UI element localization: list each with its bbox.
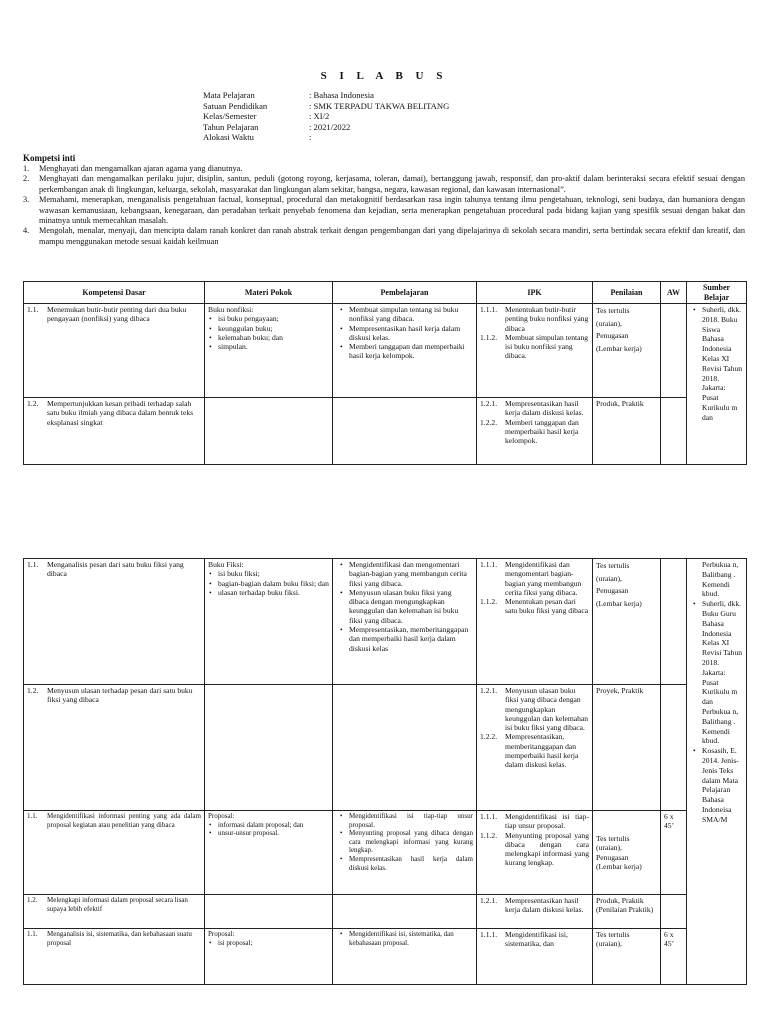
ipk-number: 1.1.2. — [480, 830, 498, 840]
kd-number: 1.2. — [27, 399, 39, 408]
ki-item — [23, 226, 745, 247]
penilaian-line: (uraian), — [596, 318, 622, 328]
list-item: • informasi dalam proposal; dan — [218, 821, 329, 830]
kd-text: Mempertunjukkan kesan pribadi terhadap salah satu buku ilmiah yang dibaca dalam bentuk teks eksplanasi singkat — [47, 399, 194, 427]
meta-row — [203, 132, 449, 143]
ki-number: 2. — [23, 174, 30, 184]
ipk-number: 1.1.2. — [480, 597, 498, 607]
ipk-text: Menyusun ulasan buku fiksi yang dibaca dengan mengungkapkan keunggulan dan kelemahan isi buku fiksi yang dibaca. — [505, 686, 589, 733]
kd-text: Menganalisis isi, sistematika, dan kebahasaan suatu proposal — [47, 930, 192, 947]
meta-key: Kelas/Semester — [203, 111, 257, 122]
kd-text: Mengidentifikasi informasi penting yang ada dalam proposal kegiatan atau penelitian yang dibaca — [47, 812, 201, 829]
ipk-number: 1.2.1. — [480, 399, 498, 408]
penilaian-line: Tes tertulis — [596, 561, 630, 570]
list-item: • bagian-bagian dalam buku fiksi; dan — [218, 579, 329, 588]
list-item: • ulasan terhadap buku fiksi. — [218, 588, 329, 597]
ipk-number: 1.1.1. — [480, 560, 498, 569]
aw-cell — [661, 685, 687, 811]
ipk-text: Mengidentifikasi dan mengomentari bagian-bagian yang membangun cerita fiksi yang dibaca. — [505, 560, 582, 597]
kd-text: Menyusun ulasan terhadap pesan dari satu buku fiksi yang dibaca — [47, 686, 193, 705]
meta-row — [203, 90, 449, 101]
table-row — [24, 398, 747, 465]
col-header-sumber: Sumber Belajar — [687, 282, 747, 304]
kd-text: Menemukan butir-butir penting dari dua buku pengayaan (nonfiksi) yang dibaca — [47, 305, 187, 324]
meta-row — [203, 101, 449, 112]
ipk-text: Memberi tanggapan dan memperbaiki hasil kerja kelompok. — [505, 417, 579, 446]
penilaian-cell: Produk, Praktik — [593, 398, 661, 465]
list-item: • keunggulan buku; — [218, 324, 329, 333]
table-row — [24, 895, 747, 929]
list-item: • isi proposal; — [218, 939, 329, 948]
kd-number: 1.1. — [27, 305, 39, 314]
list-item: • Menyusun ulasan buku fiksi yang dibaca dengan mengungkapkan keunggulan dan kelemahan isi buku fiksi yang dibaca. — [349, 588, 473, 625]
kd-cell — [24, 895, 205, 929]
ipk-cell — [477, 895, 593, 929]
ipk-cell — [477, 559, 593, 685]
penilaian-line: Penugasan — [596, 586, 629, 595]
kd-number: 1.1. — [27, 930, 38, 938]
materi-cell — [205, 398, 333, 465]
ipk-number: 1.2.1. — [480, 896, 498, 905]
penilaian-cell — [593, 304, 661, 398]
ipk-number: 1.1.2. — [480, 332, 498, 342]
aw-cell — [661, 895, 687, 929]
ipk-cell — [477, 929, 593, 985]
kd-number: 1.1. — [27, 560, 39, 569]
ki-number: 1. — [23, 164, 30, 173]
meta-key: Alokasi Waktu — [203, 132, 254, 143]
ipk-cell — [477, 304, 593, 398]
list-item: • simpulan. — [218, 342, 329, 351]
penilaian-cell — [593, 811, 661, 895]
ipk-number: 1.2.2. — [480, 732, 498, 742]
list-item: • Mempresentasikan, memberitanggapan dan memperbaiki hasil kerja dalam diskusi kelas — [349, 625, 473, 653]
penilaian-line: (Lembar kerja) — [596, 343, 642, 353]
ipk-cell — [477, 398, 593, 465]
aw-cell — [661, 559, 687, 685]
pembelajaran-cell — [333, 685, 477, 811]
meta-key: Satuan Pendidikan — [203, 100, 268, 111]
ipk-number: 1.1.1. — [480, 812, 498, 821]
pembelajaran-cell — [333, 811, 477, 895]
ipk-number: 1.1.1. — [480, 305, 498, 314]
penilaian-line: (Lembar kerja) — [596, 598, 642, 608]
aw-cell — [661, 304, 687, 398]
ipk-text: Mempresentasikan hasil kerja dalam diskusi kelas. — [505, 399, 584, 418]
ki-text: Memahami, menerapkan, menganalisis pengetahuan factual, konseptual, procedural dan metakognitif berdasarkan rasa ingin tahunya tentang ilmu pengetahuan, teknologi, seni budaya, dan humaniora dengan wawasan kemanusiaan, kebangsaan, kenegaraan, dan peradaban terkait penyebab fenomena dan kejadian, serta menerapkan pengetahuan procedural pada bidang kajian yang spesifik sesuai dengan bakat dan minatnya untuk memecahkan masalah. — [39, 195, 745, 226]
aw-cell: 6 x 45’ — [661, 811, 687, 895]
materi-cell — [205, 685, 333, 811]
table-row — [24, 685, 747, 811]
list-item: • Mengidentifikasi isi tiap-tiap unsur proposal. — [349, 812, 473, 829]
col-header-penilaian: Penilaian — [593, 282, 661, 304]
ipk-text: Menentukan butir-butir penting buku nonfiksi yang dibaca — [505, 305, 589, 333]
ipk-text: Mempresentasikan, memberitanggapan dan memperbaiki hasil kerja dalam diskusi kelas. — [505, 732, 579, 770]
meta-key: Mata Pelajaran — [203, 90, 255, 100]
ki-item — [23, 164, 745, 174]
list-item: • Suherli, dkk. 2018. Buku Siswa Bahasa Indonesia Kelas XI Revisi Tahun 2018. Jakarta: Pusat Kurikulu m dan — [702, 305, 743, 423]
materi-cell — [205, 895, 333, 929]
kd-text: Melengkapi informasi dalam proposal secara lisan supaya lebih efektif — [47, 896, 188, 913]
pembelajaran-cell — [333, 304, 477, 398]
ipk-text: Menentukan pesan dari satu buku fiksi yang dibaca — [505, 597, 589, 616]
ki-text: Mengolah, menalar, menyaji, dan mencipta dalam ranah konkret dan ranah abstrak terkait dengan pengembangan dari yang dipelajarinya di sekolah secara mandiri, serta bertindak secara efektif dan kreatif, dan mampu menggunakan metode sesuai kaidah keilmuan — [39, 226, 745, 246]
meta-row — [203, 122, 449, 133]
materi-cell — [205, 304, 333, 398]
kd-cell — [24, 304, 205, 398]
col-header-pembelajaran: Pembelajaran — [333, 282, 477, 304]
col-header-materi: Materi Pokok — [205, 282, 333, 304]
ki-number: 4. — [23, 226, 30, 236]
materi-heading: Proposal: — [208, 812, 235, 820]
header-meta — [203, 90, 449, 143]
syllabus-table-2 — [23, 558, 747, 985]
penilaian-line: Penugasan — [596, 331, 629, 340]
list-item: • Membuat simpulan tentang isi buku nonfiksi yang dibaca. — [349, 305, 473, 324]
table-row — [24, 559, 747, 685]
materi-heading: Buku nonfiksi: — [208, 305, 254, 314]
meta-value: : — [309, 132, 312, 143]
sumber-cell — [687, 559, 747, 985]
kd-text: Menganalisis pesan dari satu buku fiksi yang dibaca — [47, 560, 184, 579]
meta-value: : XI/2 — [309, 111, 330, 122]
kd-number: 1.1. — [27, 812, 38, 820]
ki-number: 3. — [23, 195, 30, 205]
list-item: • Mempresentasikan hasil kerja dalam diskusi kelas. — [349, 855, 473, 872]
list-item: • Suherli, dkk. Buku Guru Bahasa Indonesia Kelas XI Revisi Tahun 2018. Jakarta: Pusat Kurikulu m dan Perbukua n, Balitbang . Kemendi kbud. — [702, 599, 743, 746]
ipk-number: 1.2.1. — [480, 686, 498, 695]
list-item: • Mempresentasikan hasil kerja dalam diskusi kelas. — [349, 324, 473, 343]
ipk-text: Mengidentifikasi isi tiap-tiap unsur proposal. — [505, 812, 589, 831]
ki-item — [23, 174, 745, 195]
ipk-text: Mengidentifikasi isi, sistematika, dan — [505, 930, 568, 949]
list-item: • unsur-unsur proposal. — [218, 829, 329, 838]
penilaian-cell: Proyek, Praktik — [593, 685, 661, 811]
penilaian-line: (uraian), — [596, 573, 622, 583]
materi-heading: Buku Fiksi: — [208, 560, 244, 569]
syllabus-table-1 — [23, 281, 747, 465]
kd-cell — [24, 929, 205, 985]
meta-value: : SMK TERPADU TAKWA BELITANG — [309, 100, 450, 111]
materi-cell — [205, 559, 333, 685]
materi-cell — [205, 929, 333, 985]
aw-cell — [661, 398, 687, 465]
table-row — [24, 304, 747, 398]
ipk-number: 1.2.2. — [480, 417, 498, 427]
table-row — [24, 811, 747, 895]
kd-number: 1.2. — [27, 686, 39, 695]
ipk-number: 1.1.1. — [480, 930, 498, 939]
ki-heading: Kompetsi inti — [23, 153, 76, 163]
penilaian-cell: Tes tertulis (uraian), — [593, 929, 661, 985]
aw-cell: 6 x 45’ — [661, 929, 687, 985]
list-item: • Memberi tanggapan dan memperbaiki hasil kerja kelompok. — [349, 342, 473, 361]
pembelajaran-cell — [333, 398, 477, 465]
penilaian-line: Tes tertulis — [596, 306, 630, 315]
list-item: • Menyunting proposal yang dibaca dengan cara melengkapi informasi yang kurang lengkap. — [349, 829, 473, 855]
document-title: S I L A B U S — [320, 70, 448, 82]
penilaian-cell: Produk, Praktik (Penilaian Praktik) — [593, 895, 661, 929]
list-item: • isi buku fiksi; — [218, 569, 329, 578]
kd-cell — [24, 685, 205, 811]
penilaian-line: (Lembar kerja) — [596, 861, 642, 871]
pembelajaran-cell — [333, 559, 477, 685]
col-header-kd: Kompetensi Dasar — [24, 282, 205, 304]
penilaian-line: Penugasan — [596, 852, 629, 862]
meta-row — [203, 111, 449, 122]
ki-text: Menghayati dan mengamalkan perilaku jujur, disiplin, santun, peduli (gotong royong, kerjasama, toleran, damai), bertanggung jawab, responsif, dan pro-aktif dalam berinteraksi secara efektif sesuai dengan perkembangan anak di lingkungan, keluarga, sekolah, masyarakat dan lingkungan alam sekitar, bangsa, negara, kawasan regional, dan kawasan internasional”. — [39, 174, 745, 194]
kd-number: 1.2. — [27, 896, 38, 904]
col-header-aw: AW — [661, 282, 687, 304]
meta-value: : Bahasa Indonesia — [309, 90, 374, 100]
pembelajaran-cell — [333, 895, 477, 929]
col-header-ipk: IPK — [477, 282, 593, 304]
list-item: • kelemahan buku; dan — [218, 333, 329, 342]
kd-cell — [24, 811, 205, 895]
pembelajaran-cell — [333, 929, 477, 985]
ipk-cell — [477, 811, 593, 895]
materi-heading: Proposal: — [208, 930, 235, 938]
ipk-text: Mempresentasikan hasil kerja dalam diskusi kelas. — [505, 896, 584, 915]
ki-item — [23, 195, 745, 226]
kd-cell — [24, 559, 205, 685]
penilaian-cell — [593, 559, 661, 685]
ki-list — [23, 164, 745, 247]
list-item: • isi buku pengayaan; — [218, 314, 329, 323]
list-item: • Mengidentifikasi isi, sistematika, dan kebahasaan proposal. — [349, 930, 473, 947]
penilaian-line: Tes tertulis — [596, 833, 630, 843]
ki-text: Menghayati dan mengamalkan ajaran agama yang dianutnya. — [39, 164, 243, 173]
kd-cell — [24, 398, 205, 465]
sumber-continuation: Perbukua n, Balitbang . Kemendi kbud. — [702, 560, 739, 599]
list-item: • Kosasih, E. 2014. Jenis-Jenis Teks dalam Mata Pelajaran Bahasa Indoneisa SMA/M — [702, 746, 743, 824]
ipk-text: Menyunting proposal yang dibaca dengan cara melengkapi informasi yang kurang lengkap. — [505, 830, 589, 868]
meta-key: Tahun Pelajaran — [203, 121, 259, 132]
list-item: • Mengidentifikasi dan mengomentari bagian-bagian yang membangun cerita fiksi yang dibaca. — [349, 560, 473, 588]
ipk-cell — [477, 685, 593, 811]
ipk-text: Membuat simpulan tentang isi buku nonfiksi yang dibaca. — [505, 332, 589, 361]
materi-cell — [205, 811, 333, 895]
sumber-cell — [687, 304, 747, 465]
meta-value: : 2021/2022 — [309, 121, 351, 132]
penilaian-line: (uraian), — [596, 843, 622, 853]
table-row — [24, 929, 747, 985]
